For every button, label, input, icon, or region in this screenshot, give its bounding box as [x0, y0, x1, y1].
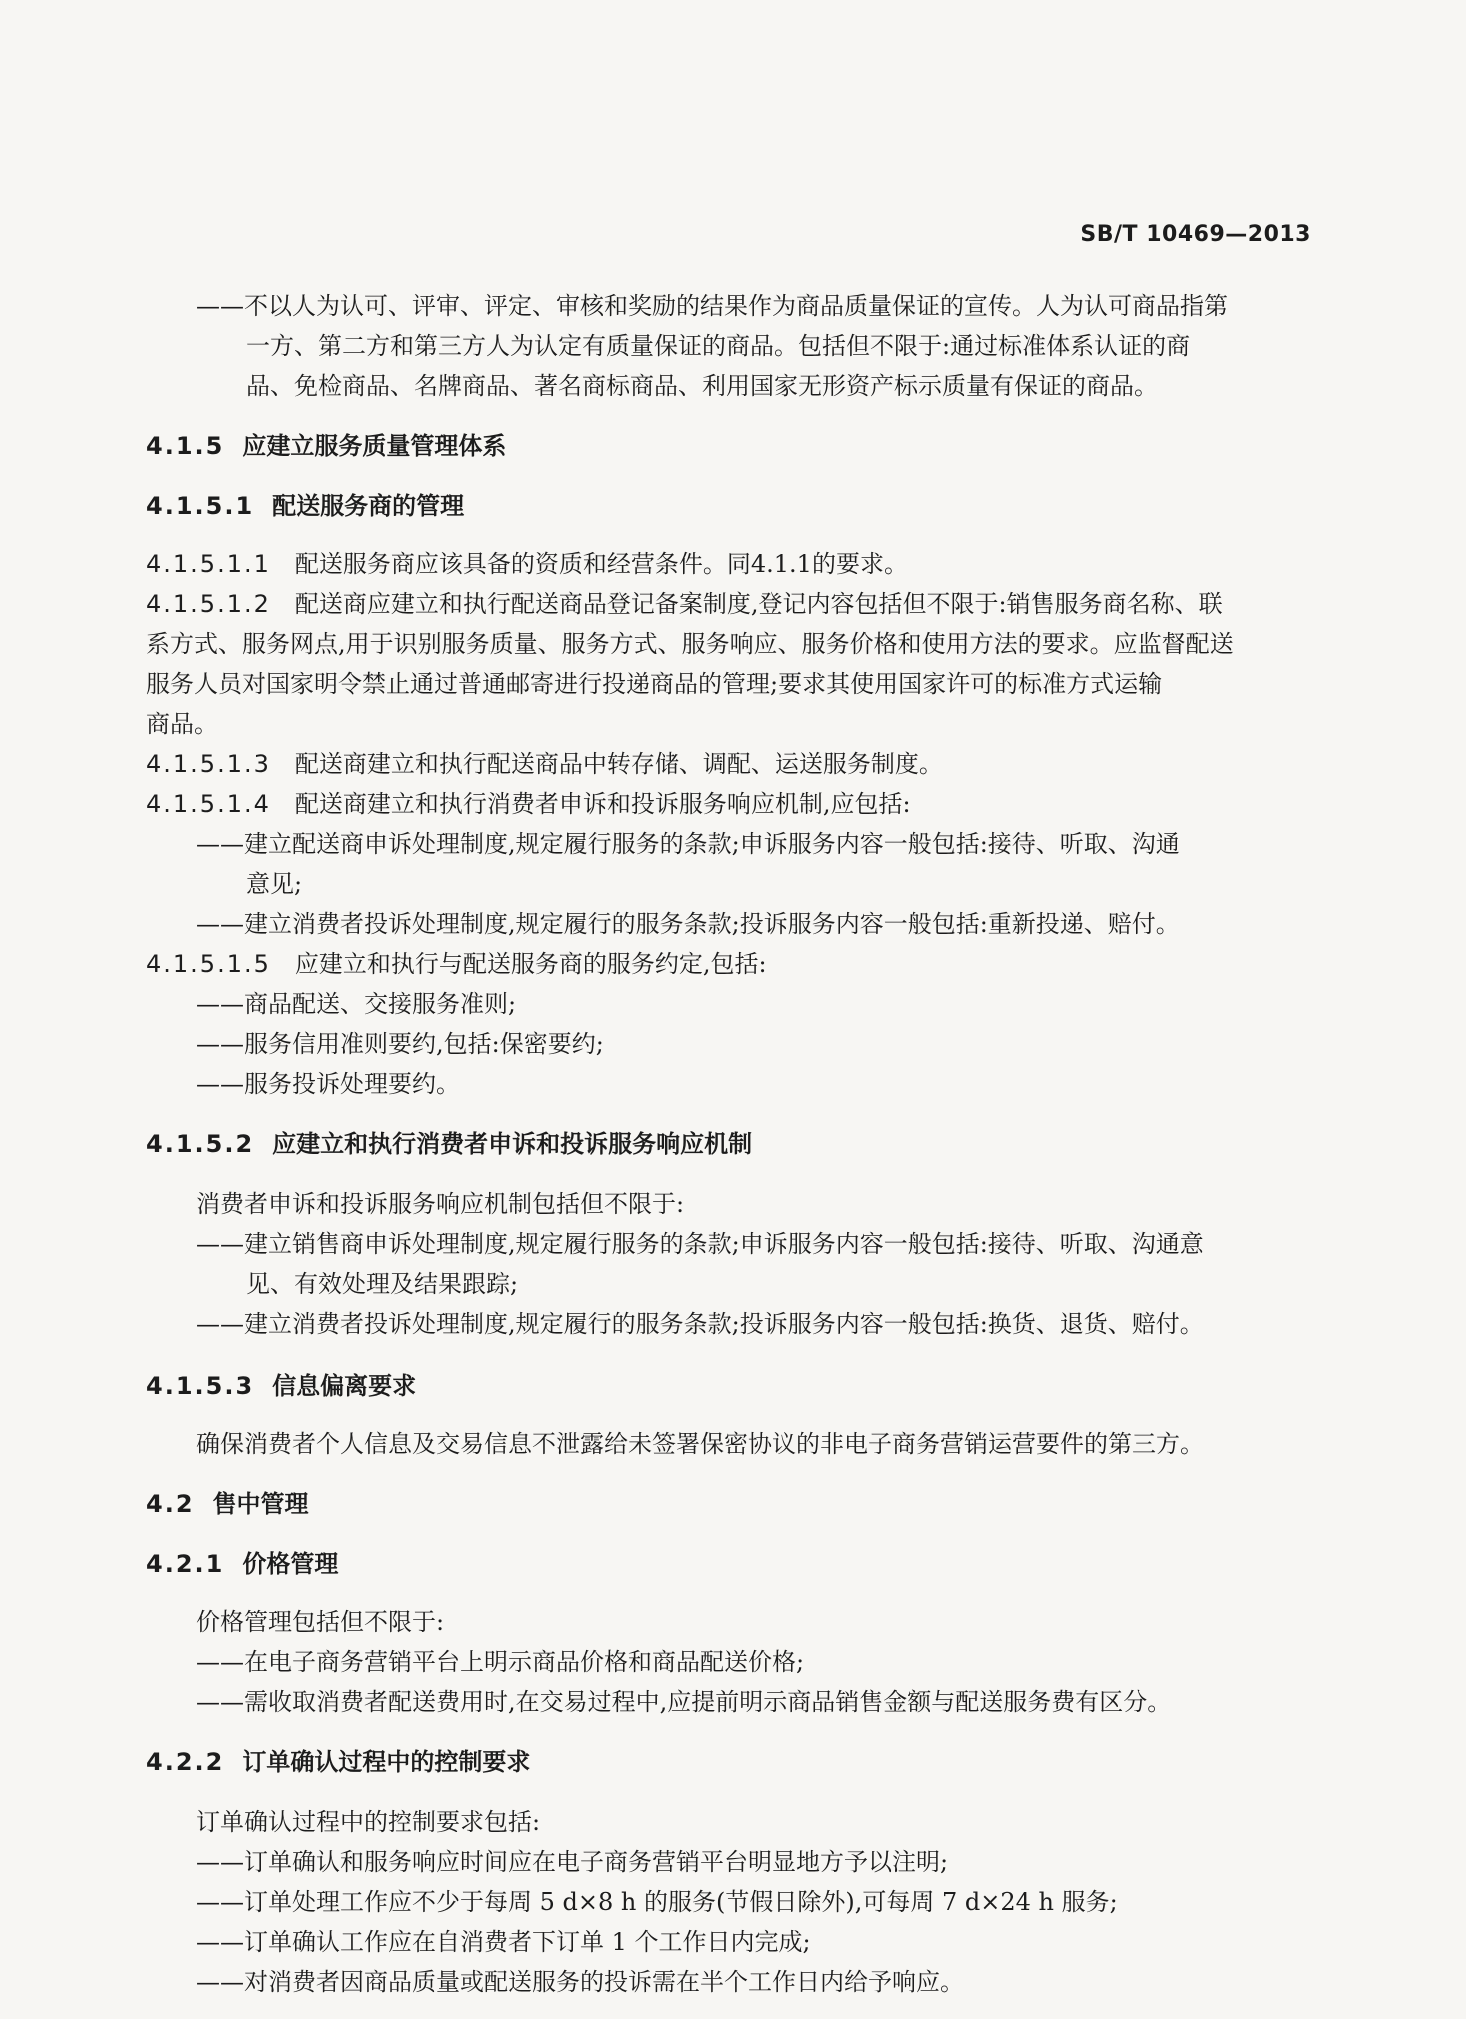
section-title: 订单确认过程中的控制要求 — [242, 1748, 531, 1776]
section-title: 价格管理 — [242, 1550, 339, 1578]
clause-text: 配送商应建立和执行配送商品登记备案制度,登记内容包括但不限于:销售服务商名称、联 — [294, 590, 1223, 618]
clause-number: 4.1.5.1.2 — [146, 590, 271, 618]
bullet-line: ——建立消费者投诉处理制度,规定履行的服务条款;投诉服务内容一般包括:换货、退货、赔付。 — [196, 1310, 1204, 1338]
bullet-continuation: 品、免检商品、名牌商品、著名商标商品、利用国家无形资产标示质量有保证的商品。 — [246, 372, 1158, 400]
section-title: 售中管理 — [212, 1490, 309, 1518]
section-heading — [146, 1746, 530, 1778]
bullet-continuation: 意见; — [246, 870, 303, 898]
clause-text: 应建立和执行与配送服务商的服务约定,包括: — [294, 950, 767, 978]
bullet-line: ——建立销售商申诉处理制度,规定履行服务的条款;申诉服务内容一般包括:接待、听取、沟通意 — [196, 1230, 1204, 1258]
clause-continuation: 系方式、服务网点,用于识别服务质量、服务方式、服务响应、服务价格和使用方法的要求。应监督配送 — [146, 630, 1234, 658]
bullet-line: ——在电子商务营销平台上明示商品价格和商品配送价格; — [196, 1648, 805, 1676]
bullet-line: ——建立消费者投诉处理制度,规定履行的服务条款;投诉服务内容一般包括:重新投递、赔付。 — [196, 910, 1180, 938]
clause-paragraph — [146, 748, 943, 780]
bullet-line: ——需收取消费者配送费用时,在交易过程中,应提前明示商品销售金额与配送服务费有区分。 — [196, 1688, 1172, 1716]
section-heading — [146, 1488, 309, 1520]
clause-paragraph — [146, 948, 767, 980]
clause-paragraph — [146, 788, 911, 820]
bullet-line: ——服务信用准则要约,包括:保密要约; — [196, 1030, 604, 1058]
section-number: 4.2.1 — [146, 1550, 225, 1578]
section-title: 应建立服务质量管理体系 — [242, 432, 507, 460]
section-paragraph: 确保消费者个人信息及交易信息不泄露给未签署保密协议的非电子商务营销运营要件的第三方。 — [196, 1430, 1204, 1458]
section-number: 4.1.5.3 — [146, 1372, 255, 1400]
clause-number: 4.1.5.1.5 — [146, 950, 271, 978]
section-number: 4.2 — [146, 1490, 195, 1518]
clause-continuation: 商品。 — [146, 710, 218, 738]
bullet-line: ——建立配送商申诉处理制度,规定履行服务的条款;申诉服务内容一般包括:接待、听取、沟通 — [196, 830, 1180, 858]
section-heading — [146, 1370, 416, 1402]
bullet-line: ——订单处理工作应不少于每周 5 d×8 h 的服务(节假日除外),可每周 7 d×24 h 服务; — [196, 1888, 1118, 1916]
bullet-line: ——对消费者因商品质量或配送服务的投诉需在半个工作日内给予响应。 — [196, 1968, 964, 1996]
section-heading — [146, 430, 506, 462]
section-title: 配送服务商的管理 — [272, 492, 465, 520]
section-number: 4.2.2 — [146, 1748, 225, 1776]
bullet-line: ——不以人为认可、评审、评定、审核和奖励的结果作为商品质量保证的宣传。人为认可商品指第 — [196, 292, 1228, 320]
clause-number: 4.1.5.1.1 — [146, 550, 271, 578]
clause-text: 配送服务商应该具备的资质和经营条件。同4.1.1的要求。 — [294, 550, 908, 578]
clause-text: 配送商建立和执行配送商品中转存储、调配、运送服务制度。 — [294, 750, 943, 778]
clause-number: 4.1.5.1.3 — [146, 750, 271, 778]
bullet-continuation: 见、有效处理及结果跟踪; — [246, 1270, 519, 1298]
clause-continuation: 服务人员对国家明令禁止通过普通邮寄进行投递商品的管理;要求其使用国家许可的标准方式运输 — [146, 670, 1163, 698]
clause-paragraph — [146, 548, 908, 580]
section-intro: 消费者申诉和投诉服务响应机制包括但不限于: — [196, 1190, 685, 1218]
standard-code: SB/T 10469—2013 — [1080, 222, 1311, 247]
section-number: 4.1.5 — [146, 432, 225, 460]
bullet-line: ——订单确认工作应在自消费者下订单 1 个工作日内完成; — [196, 1928, 811, 1956]
clause-text: 配送商建立和执行消费者申诉和投诉服务响应机制,应包括: — [294, 790, 911, 818]
section-intro: 价格管理包括但不限于: — [196, 1608, 445, 1636]
section-heading — [146, 1548, 338, 1580]
section-number: 4.1.5.2 — [146, 1130, 255, 1158]
bullet-continuation: 一方、第二方和第三方人为认定有质量保证的商品。包括但不限于:通过标准体系认证的商 — [246, 332, 1191, 360]
section-intro: 订单确认过程中的控制要求包括: — [196, 1808, 541, 1836]
clause-paragraph — [146, 588, 1223, 620]
bullet-line: ——订单确认和服务响应时间应在电子商务营销平台明显地方予以注明; — [196, 1848, 949, 1876]
section-heading — [146, 490, 464, 522]
section-title: 应建立和执行消费者申诉和投诉服务响应机制 — [272, 1130, 753, 1158]
bullet-line: ——商品配送、交接服务准则; — [196, 990, 517, 1018]
section-title: 信息偏离要求 — [272, 1372, 417, 1400]
bullet-line: ——服务投诉处理要约。 — [196, 1070, 460, 1098]
clause-number: 4.1.5.1.4 — [146, 790, 271, 818]
section-number: 4.1.5.1 — [146, 492, 255, 520]
section-heading — [146, 1128, 752, 1160]
